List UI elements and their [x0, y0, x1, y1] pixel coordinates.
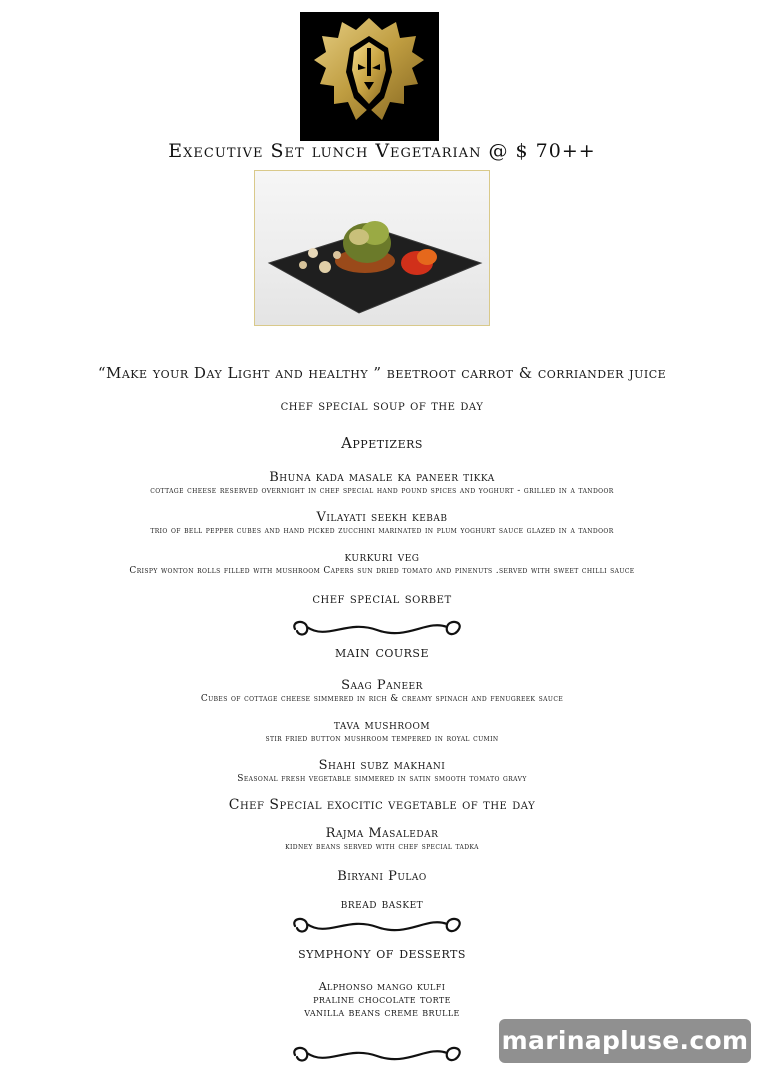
appetizer-name: Vilayati seekh kebab — [316, 510, 448, 525]
sorbet-line: chef special sorbet — [312, 591, 452, 607]
soup-line: chef special soup of the day — [280, 398, 484, 414]
biryani-line: Biryani Pulao — [337, 869, 427, 884]
main-course-name: Saag Paneer — [341, 678, 423, 693]
food-photo — [254, 170, 490, 326]
main-course-desc: Seasonal fresh vegetable simmered in satin smooth tomato gravy — [237, 774, 527, 784]
main-course-heading: main course — [335, 643, 429, 661]
dessert-item: Alphonso mango kulfi — [318, 980, 446, 993]
lion-head-icon — [300, 12, 439, 141]
appetizer-desc: cottage cheese reserved overnight in chef special hand pound spices and yoghurt - grilled in a tandoor — [150, 486, 614, 496]
main-course-name: tava mushroom — [333, 718, 431, 733]
lion-logo — [300, 12, 439, 141]
dessert-item: praline chocolate torte — [313, 993, 451, 1006]
watermark-badge: marinapluse.com — [499, 1019, 751, 1063]
appetizer-name: kurkuri veg — [344, 550, 420, 565]
appetizers-heading: Appetizers — [341, 434, 423, 452]
main-course-name: Shahi subz makhani — [318, 758, 446, 773]
main-course-desc: Cubes of cottage cheese simmered in rich & creamy spinach and fenugreek sauce — [200, 694, 564, 704]
flourish-divider — [287, 1043, 467, 1069]
juice-line: “Make your Day Light and healthy ” beetroot carrot & corriander juice — [97, 364, 667, 382]
flourish-icon — [287, 914, 467, 940]
appetizer-desc: trio of bell pepper cubes and hand picked zucchini marinated in plum yoghurt sauce glazed in a tandoor — [150, 526, 614, 536]
dish-on-slate-icon — [255, 171, 490, 326]
appetizer-name: Bhuna kada masale ka paneer tikka — [269, 470, 495, 485]
rajma-name: Rajma Masaledar — [325, 826, 439, 841]
desserts-heading: symphony of desserts — [298, 944, 466, 962]
flourish-divider — [287, 617, 467, 643]
flourish-icon — [287, 1043, 467, 1069]
rajma-desc: kidney beans served with chef special tadka — [285, 842, 479, 852]
chef-special-vegetable: Chef Special exocitic vegetable of the day — [228, 797, 536, 813]
appetizer-desc: Crispy wonton rolls filled with mushroom Capers sun dried tomato and pinenuts .served with sweet chilli sauce — [129, 566, 635, 576]
bread-basket-line: bread basket — [340, 897, 424, 912]
main-course-desc: stir fried button mushroom tempered in royal cumin — [265, 734, 499, 744]
flourish-icon — [287, 617, 467, 643]
flourish-divider — [287, 914, 467, 940]
menu-title: Executive Set lunch Vegetarian @ $ 70++ — [168, 140, 596, 162]
dessert-item: vanilla beans creme brulle — [304, 1006, 460, 1019]
